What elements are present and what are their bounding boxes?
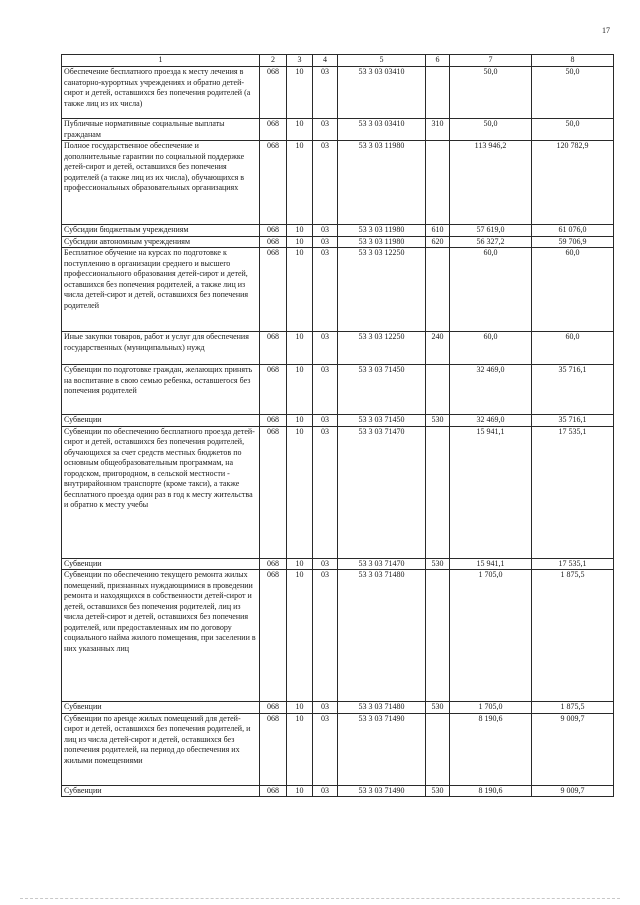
table-row [62, 119, 614, 141]
row-sum1: 15 941,1 [450, 558, 532, 570]
row-rz: 10 [287, 426, 313, 558]
header-cell: 5 [338, 55, 426, 67]
row-vr: 610 [426, 225, 450, 237]
row-ved: 068 [260, 236, 287, 248]
row-sum1: 1 705,0 [450, 570, 532, 702]
row-ved: 068 [260, 426, 287, 558]
row-ved: 068 [260, 702, 287, 714]
row-pr: 03 [313, 785, 338, 797]
row-sum2: 61 076,0 [532, 225, 614, 237]
row-ved: 068 [260, 248, 287, 332]
row-pr: 03 [313, 248, 338, 332]
row-pr: 03 [313, 119, 338, 141]
header-cell: 4 [313, 55, 338, 67]
row-ved: 068 [260, 119, 287, 141]
row-sum1: 8 190,6 [450, 785, 532, 797]
row-sum2: 1 875,5 [532, 570, 614, 702]
row-sum1: 57 619,0 [450, 225, 532, 237]
row-rz: 10 [287, 713, 313, 785]
row-rz: 10 [287, 558, 313, 570]
row-name: Полное государственное обеспечение и дополнительные гарантии по социальной поддержке детей-сирот и детей, оставшихся без попечения родителей (а также лиц из их числа), обучающихся в профессиональных образовательных организациях [62, 141, 260, 225]
table-row [62, 558, 614, 570]
row-name: Субвенции [62, 415, 260, 427]
row-sum2: 60,0 [532, 332, 614, 365]
row-pr: 03 [313, 365, 338, 415]
row-vr: 530 [426, 785, 450, 797]
header-cell: 3 [287, 55, 313, 67]
row-csr: 53 3 03 12250 [338, 248, 426, 332]
row-sum1: 60,0 [450, 248, 532, 332]
row-rz: 10 [287, 332, 313, 365]
row-vr [426, 426, 450, 558]
row-sum1: 8 190,6 [450, 713, 532, 785]
row-rz: 10 [287, 365, 313, 415]
row-ved: 068 [260, 415, 287, 427]
row-sum1: 60,0 [450, 332, 532, 365]
row-sum2: 17 535,1 [532, 426, 614, 558]
row-name: Субсидии бюджетным учреждениям [62, 225, 260, 237]
row-rz: 10 [287, 141, 313, 225]
row-rz: 10 [287, 67, 313, 119]
page-number: 17 [602, 26, 610, 35]
row-vr [426, 67, 450, 119]
row-name: Субсидии автономным учреждениям [62, 236, 260, 248]
row-name: Субвенции [62, 785, 260, 797]
row-csr: 53 3 03 71480 [338, 570, 426, 702]
row-pr: 03 [313, 702, 338, 714]
table-row [62, 702, 614, 714]
row-name: Бесплатное обучение на курсах по подготовке к поступлению в организации среднего и высшего профессионального образования детей-сирот и детей, оставшихся без попечения родителей, а также лиц из числа детей-сирот и детей, оставшихся без попечения родителей [62, 248, 260, 332]
row-sum1: 113 946,2 [450, 141, 532, 225]
row-sum1: 15 941,1 [450, 426, 532, 558]
row-csr: 53 3 03 71450 [338, 365, 426, 415]
row-name: Иные закупки товаров, работ и услуг для обеспечения государственных (муниципальных) нужд [62, 332, 260, 365]
table-row [62, 67, 614, 119]
row-rz: 10 [287, 702, 313, 714]
header-row [62, 55, 614, 67]
row-csr: 53 3 03 03410 [338, 67, 426, 119]
header-cell: 7 [450, 55, 532, 67]
row-vr [426, 248, 450, 332]
row-name: Субвенции по обеспечению бесплатного проезда детей-сирот и детей, оставшихся без попечения родителей, обучающихся за счет средств местных бюджетов по основным общеобразовательным программам, на городском, пригородном, в сельской местности - внутрирайонном транспорте (кроме такси), а также бесплатного проезда один раз в год к месту жительства и обратно к месту учебы [62, 426, 260, 558]
row-csr: 53 3 03 71490 [338, 713, 426, 785]
row-rz: 10 [287, 785, 313, 797]
row-pr: 03 [313, 236, 338, 248]
row-sum2: 35 716,1 [532, 365, 614, 415]
row-vr: 310 [426, 119, 450, 141]
header-cell: 6 [426, 55, 450, 67]
row-csr: 53 3 03 71470 [338, 426, 426, 558]
row-name: Субвенции по аренде жилых помещений для детей-сирот и детей, оставшихся без попечения родителей, и лиц из числа детей-сирот и детей, оставшихся без попечения родителей, на период до обеспечения их жилыми помещениями [62, 713, 260, 785]
row-sum1: 32 469,0 [450, 415, 532, 427]
budget-table [61, 54, 614, 797]
row-sum2: 17 535,1 [532, 558, 614, 570]
row-sum2: 60,0 [532, 248, 614, 332]
row-vr [426, 365, 450, 415]
row-sum2: 1 875,5 [532, 702, 614, 714]
table-row [62, 785, 614, 797]
row-sum2: 59 706,9 [532, 236, 614, 248]
row-ved: 068 [260, 332, 287, 365]
row-vr [426, 141, 450, 225]
row-rz: 10 [287, 570, 313, 702]
row-rz: 10 [287, 225, 313, 237]
row-ved: 068 [260, 785, 287, 797]
row-sum1: 50,0 [450, 67, 532, 119]
row-sum2: 50,0 [532, 119, 614, 141]
row-csr: 53 3 03 71490 [338, 785, 426, 797]
row-pr: 03 [313, 67, 338, 119]
row-pr: 03 [313, 426, 338, 558]
row-csr: 53 3 03 71480 [338, 702, 426, 714]
row-csr: 53 3 03 03410 [338, 119, 426, 141]
row-sum1: 32 469,0 [450, 365, 532, 415]
header-cell: 1 [62, 55, 260, 67]
row-vr [426, 570, 450, 702]
table-row [62, 365, 614, 415]
row-sum2: 9 009,7 [532, 785, 614, 797]
row-name: Публичные нормативные социальные выплаты гражданам [62, 119, 260, 141]
row-name: Субвенции по подготовке граждан, желающих принять на воспитание в свою семью ребенка, оставшегося без попечения родителей [62, 365, 260, 415]
table-row [62, 236, 614, 248]
row-ved: 068 [260, 225, 287, 237]
row-vr: 530 [426, 558, 450, 570]
row-name: Субвенции [62, 558, 260, 570]
row-vr: 530 [426, 415, 450, 427]
row-csr: 53 3 03 11980 [338, 225, 426, 237]
row-ved: 068 [260, 141, 287, 225]
row-name: Субвенции [62, 702, 260, 714]
row-sum2: 35 716,1 [532, 415, 614, 427]
row-pr: 03 [313, 415, 338, 427]
row-pr: 03 [313, 332, 338, 365]
row-ved: 068 [260, 570, 287, 702]
row-rz: 10 [287, 236, 313, 248]
table-row [62, 332, 614, 365]
row-ved: 068 [260, 365, 287, 415]
header-cell: 8 [532, 55, 614, 67]
table-row [62, 141, 614, 225]
row-vr: 240 [426, 332, 450, 365]
row-rz: 10 [287, 248, 313, 332]
row-csr: 53 3 03 11980 [338, 141, 426, 225]
row-sum2: 120 782,9 [532, 141, 614, 225]
row-csr: 53 3 03 71450 [338, 415, 426, 427]
row-vr [426, 713, 450, 785]
row-pr: 03 [313, 558, 338, 570]
row-name: Обеспечение бесплатного проезда к месту лечения в санаторно-курортных учреждениях и обратно детей-сирот и детей, оставшихся без попечения родителей (а также лиц из их числа) [62, 67, 260, 119]
row-sum1: 50,0 [450, 119, 532, 141]
table-row [62, 426, 614, 558]
row-name: Субвенции по обеспечению текущего ремонта жилых помещений, признанных нуждающимися в проведении ремонта и находящихся в собственности детей-сирот и детей, оставшихся без попечения родителей, лиц из числа детей-сирот и детей, оставшихся без попечения родителей, или предоставленных им по договору социального найма жилого помещения, при заселении в них указанных лиц [62, 570, 260, 702]
row-sum2: 50,0 [532, 67, 614, 119]
row-sum1: 56 327,2 [450, 236, 532, 248]
row-ved: 068 [260, 558, 287, 570]
row-pr: 03 [313, 713, 338, 785]
table-row [62, 225, 614, 237]
row-pr: 03 [313, 141, 338, 225]
row-rz: 10 [287, 415, 313, 427]
table-row [62, 415, 614, 427]
row-pr: 03 [313, 225, 338, 237]
row-vr: 530 [426, 702, 450, 714]
row-ved: 068 [260, 67, 287, 119]
row-ved: 068 [260, 713, 287, 785]
scan-edge-divider [20, 898, 620, 899]
row-vr: 620 [426, 236, 450, 248]
row-sum2: 9 009,7 [532, 713, 614, 785]
table-row [62, 248, 614, 332]
row-rz: 10 [287, 119, 313, 141]
row-csr: 53 3 03 71470 [338, 558, 426, 570]
header-cell: 2 [260, 55, 287, 67]
row-csr: 53 3 03 11980 [338, 236, 426, 248]
row-sum1: 1 705,0 [450, 702, 532, 714]
table-row [62, 570, 614, 702]
row-pr: 03 [313, 570, 338, 702]
table-row [62, 713, 614, 785]
row-csr: 53 3 03 12250 [338, 332, 426, 365]
